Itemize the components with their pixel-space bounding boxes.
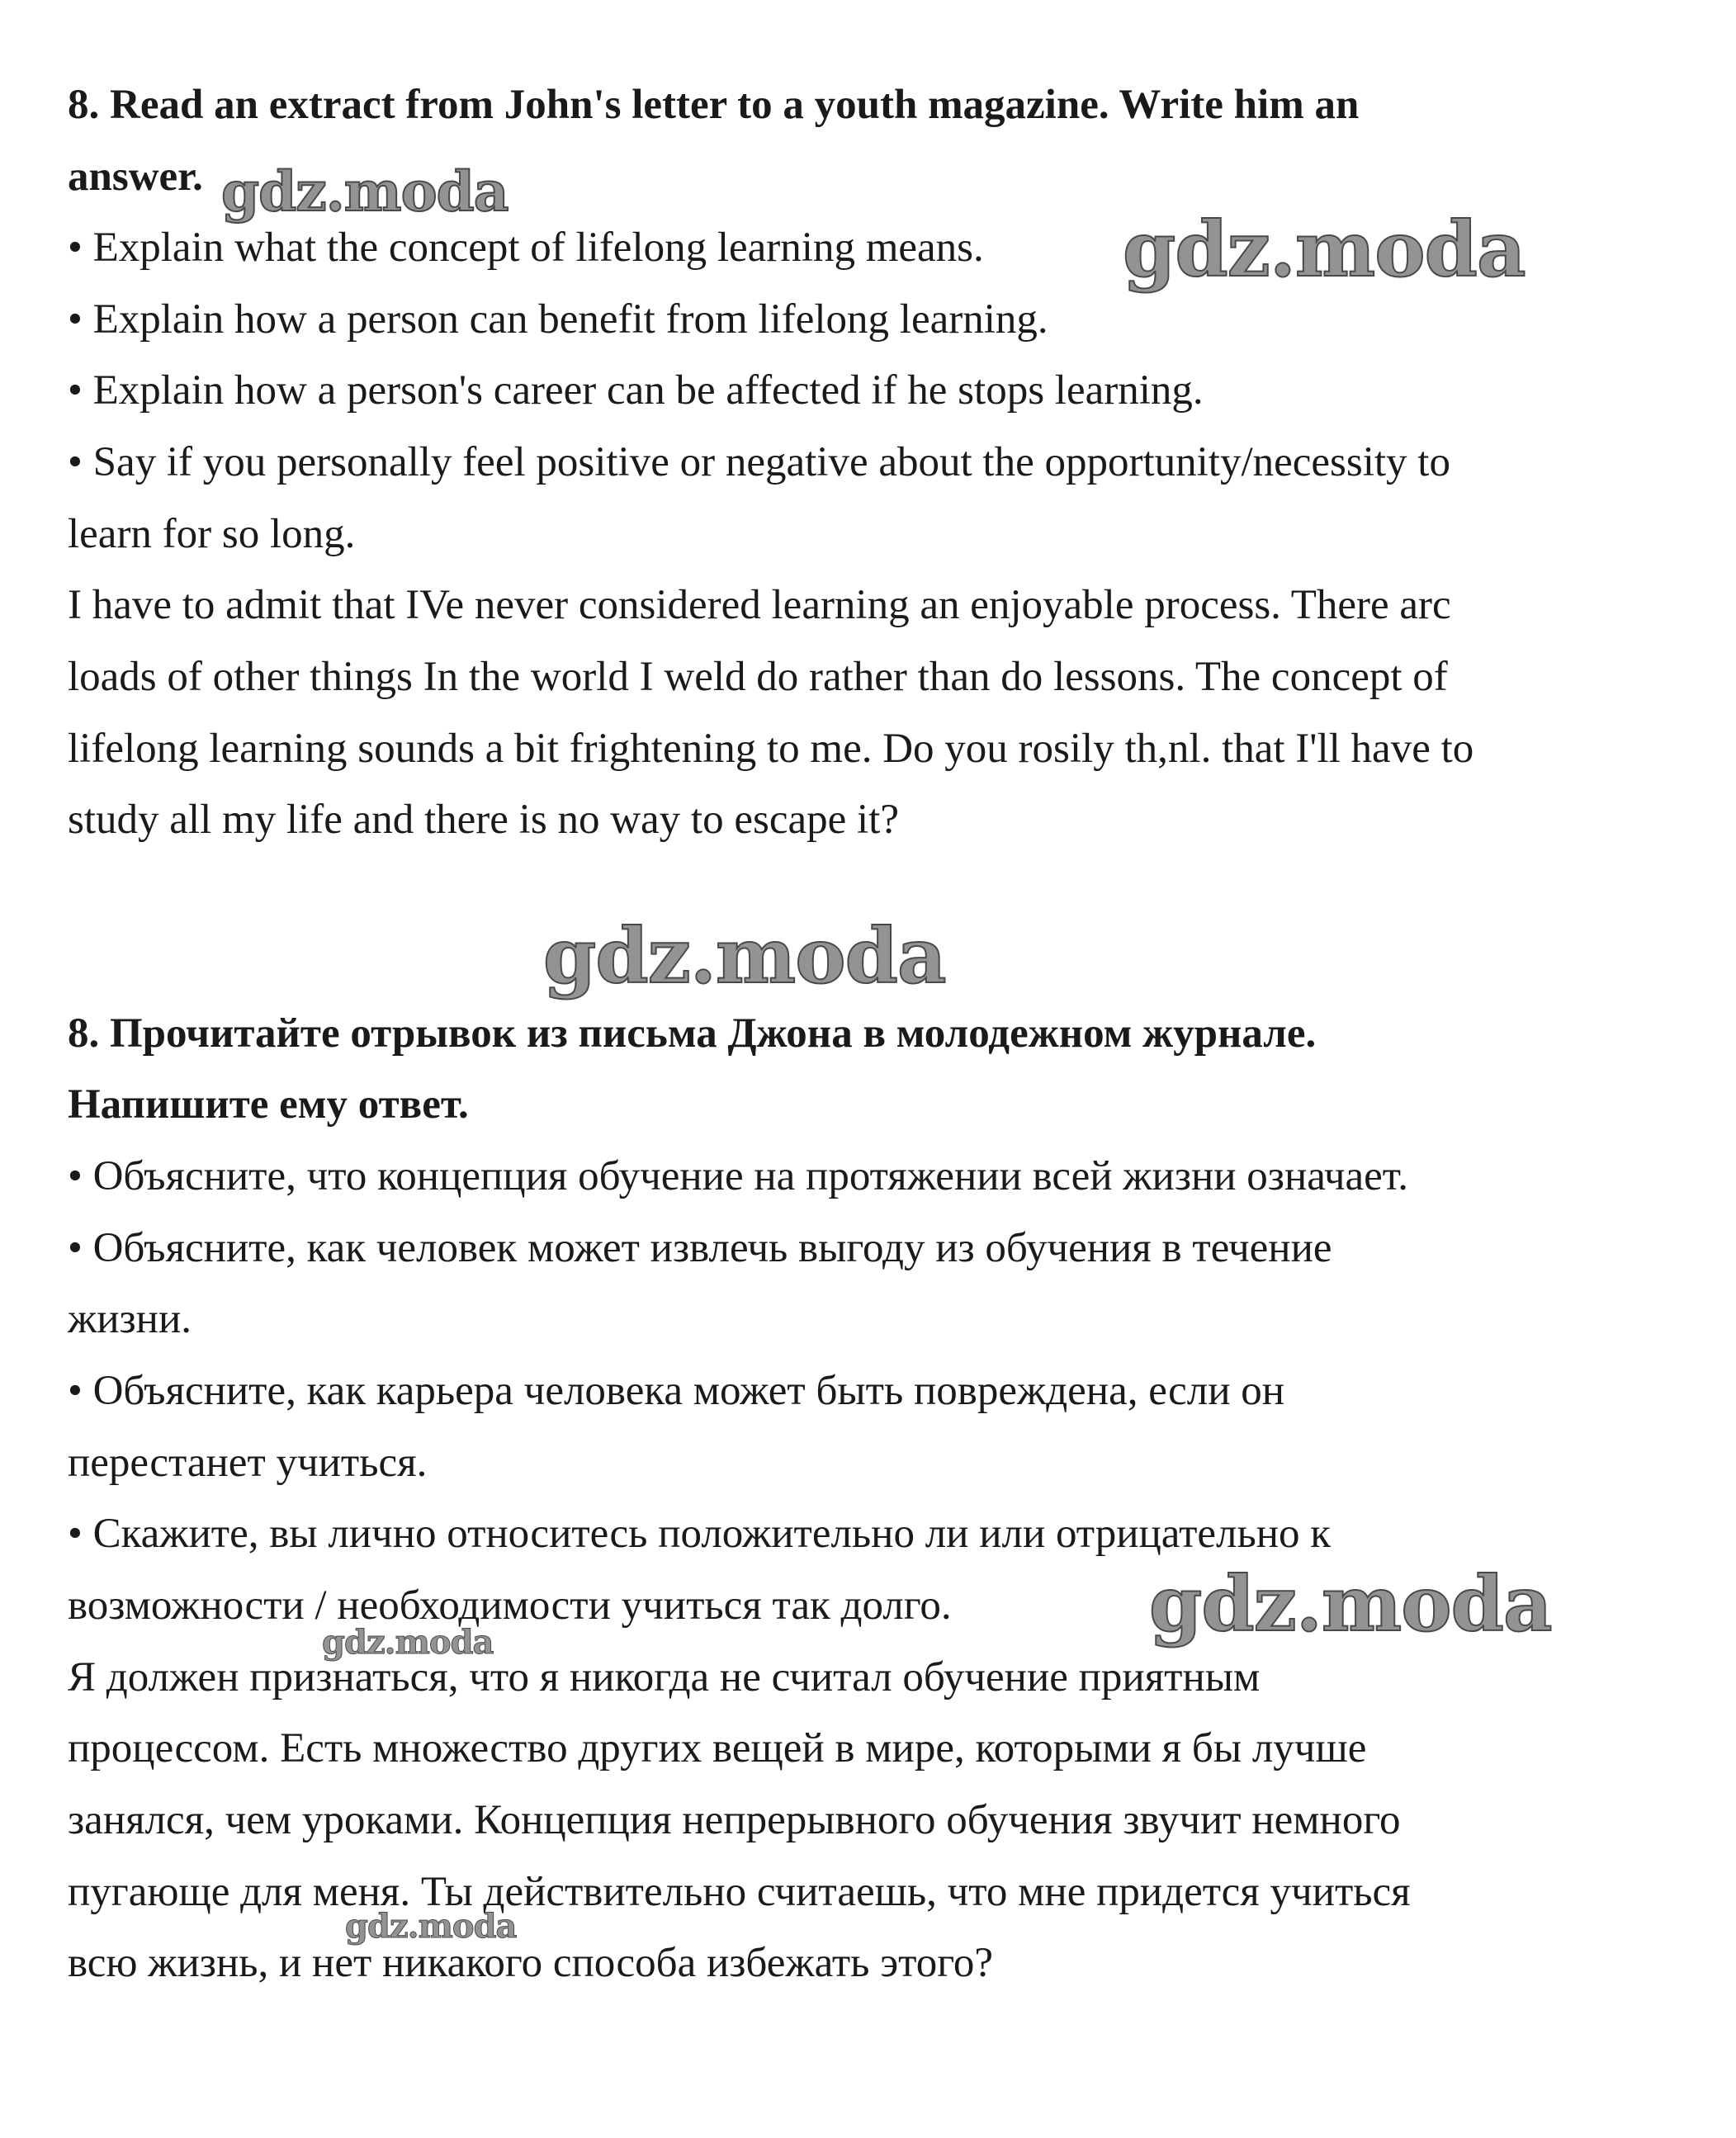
russian-letter-line-4: пугающе для меня. Ты действительно считаешь, что мне придется учиться bbox=[68, 1869, 1411, 1915]
russian-bullet-1: • Объясните, что концепция обучение на протяжении всей жизни означает. bbox=[68, 1153, 1408, 1199]
russian-letter-line-3: занялся, чем уроками. Концепция непрерывного обучения звучит немного bbox=[68, 1797, 1401, 1843]
russian-bullet-3-cont: перестанет учиться. bbox=[68, 1440, 428, 1486]
russian-bullet-2: • Объясните, как человек может извлечь выгоду из обучения в течение bbox=[68, 1225, 1332, 1271]
english-letter-line-2: loads of other things In the world I weld do rather than do lessons. The concept of bbox=[68, 654, 1448, 700]
russian-heading-line-2: Напишите ему ответ. bbox=[68, 1081, 469, 1128]
russian-letter-line-2: процессом. Есть множество других вещей в мире, которыми я бы лучше bbox=[68, 1725, 1367, 1771]
watermark: gdz.moda bbox=[322, 1623, 494, 1662]
english-bullet-4-cont: learn for so long. bbox=[68, 511, 356, 557]
english-bullet-4: • Say if you personally feel positive or negative about the opportunity/necessity to bbox=[68, 439, 1450, 485]
russian-heading-line-1: 8. Прочитайте отрывок из письма Джона в молодежном журнале. bbox=[68, 1010, 1317, 1057]
watermark: gdz.moda bbox=[1123, 205, 1526, 294]
russian-bullet-3: • Объясните, как карьера человека может быть повреждена, если он bbox=[68, 1368, 1285, 1414]
english-letter-line-4: study all my life and there is no way to escape it? bbox=[68, 797, 899, 843]
english-letter-line-1: I have to admit that IVe never considered learning an enjoyable process. There arc bbox=[68, 582, 1451, 628]
english-letter-line-3: lifelong learning sounds a bit frightening to me. Do you rosily th,nl. that I'll have to bbox=[68, 726, 1474, 772]
watermark: gdz.moda bbox=[345, 1907, 517, 1946]
watermark: gdz.moda bbox=[543, 911, 946, 1000]
english-bullet-3: • Explain how a person's career can be affected if he stops learning. bbox=[68, 367, 1204, 414]
watermark: gdz.moda bbox=[1149, 1559, 1552, 1648]
english-heading-line-1: 8. Read an extract from John's letter to a youth magazine. Write him an bbox=[68, 82, 1360, 128]
russian-bullet-2-cont: жизни. bbox=[68, 1296, 192, 1342]
english-bullet-2: • Explain how a person can benefit from lifelong learning. bbox=[68, 296, 1048, 343]
english-bullet-1: • Explain what the concept of lifelong learning means. bbox=[68, 225, 984, 271]
russian-bullet-4: • Скажите, вы лично относитесь положительно ли или отрицательно к bbox=[68, 1511, 1332, 1557]
russian-bullet-4-cont: возможности / необходимости учиться так долго. bbox=[68, 1582, 952, 1629]
russian-letter-line-1: Я должен признаться, что я никогда не считал обучение приятным bbox=[68, 1654, 1261, 1700]
watermark: gdz.moda bbox=[221, 159, 509, 224]
english-heading-line-2: answer. bbox=[68, 154, 203, 200]
russian-letter-line-5: всю жизнь, и нет никакого способа избежать этого? bbox=[68, 1940, 993, 1986]
